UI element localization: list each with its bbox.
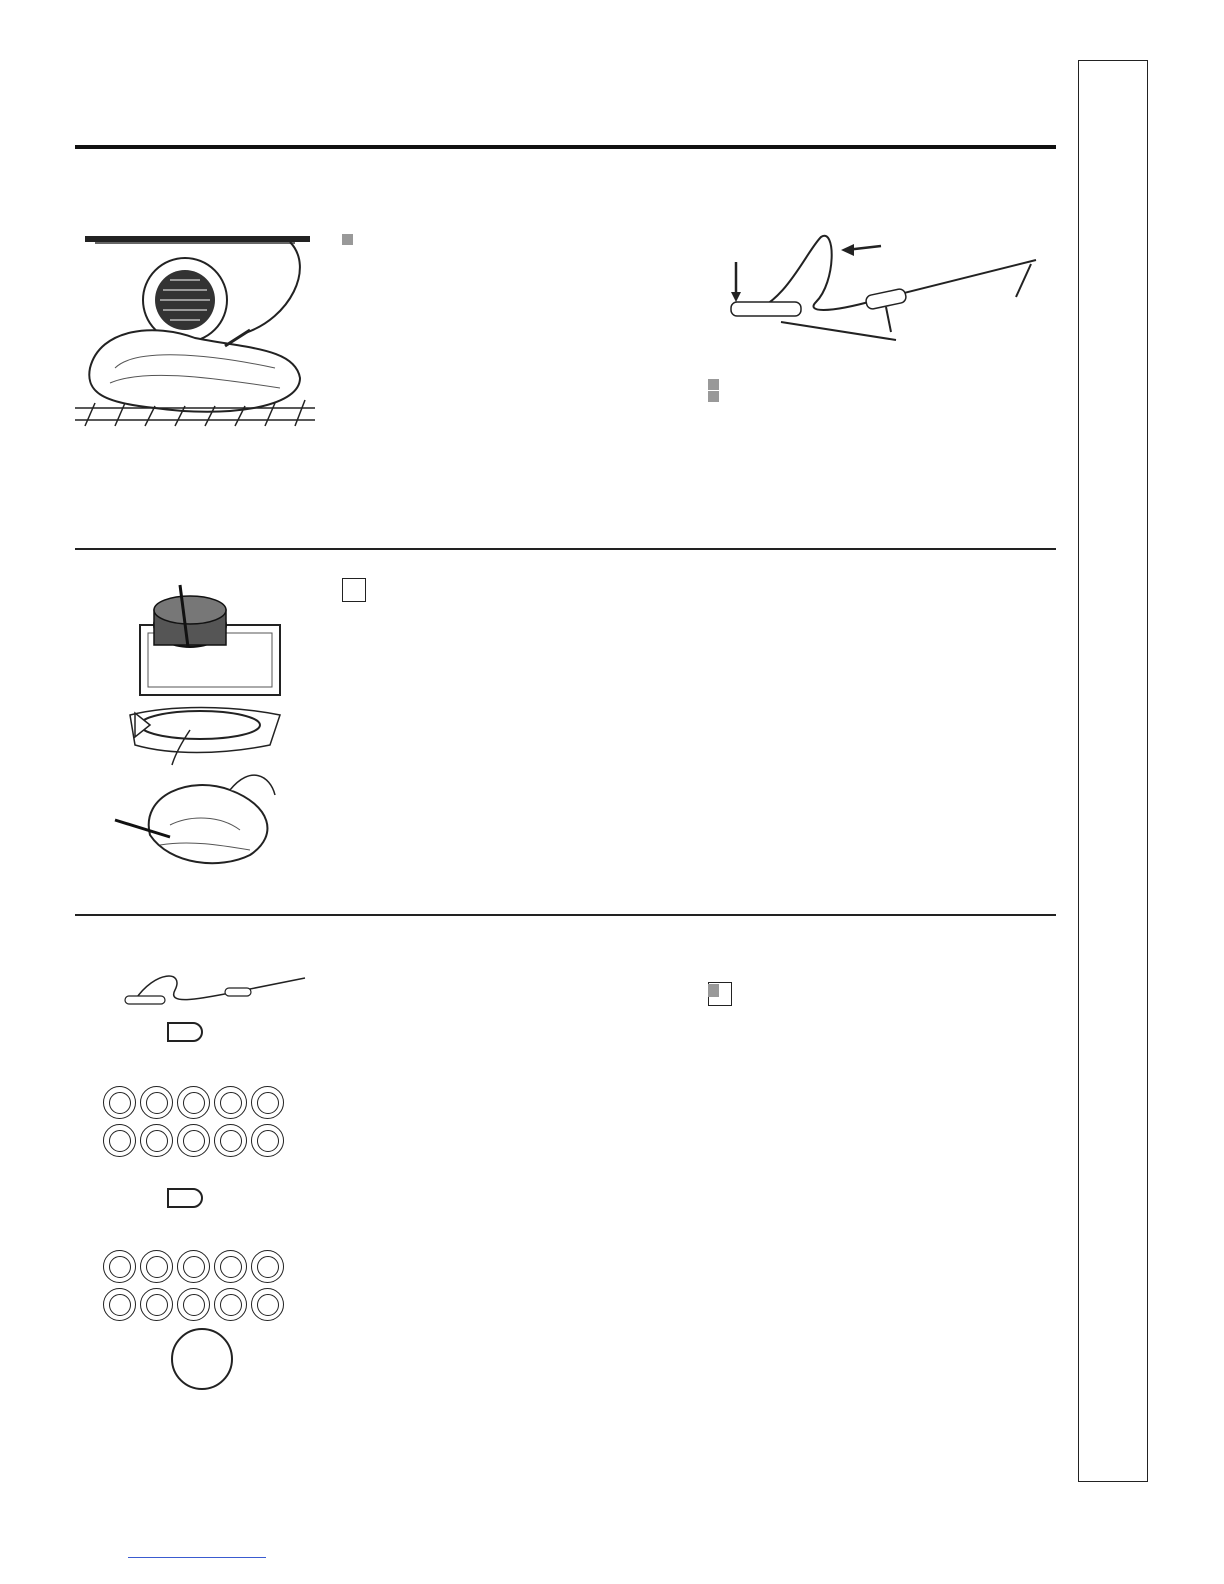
number-pad-3[interactable] (177, 1250, 210, 1283)
number-pad-5[interactable] (251, 1086, 284, 1119)
section-divider-2 (75, 914, 1056, 916)
keypad-group-1 (103, 1086, 284, 1157)
number-pad-2[interactable] (140, 1250, 173, 1283)
number-pad-1[interactable] (103, 1086, 136, 1119)
keypad-group-2 (103, 1250, 284, 1321)
number-pad-8[interactable] (177, 1288, 210, 1321)
number-pad-2[interactable] (140, 1086, 173, 1119)
number-pad-0[interactable] (251, 1288, 284, 1321)
section1-right-notes (708, 375, 1053, 387)
bullet-icon (708, 391, 719, 402)
probe-in-roast-illustration (75, 228, 315, 428)
title-rule (75, 145, 1056, 149)
food-placement-illustrations (80, 565, 320, 885)
number-pad-7[interactable] (140, 1288, 173, 1321)
bullet-icon (342, 234, 353, 245)
probe-sketch-icon (95, 960, 315, 1020)
probe-pad[interactable] (167, 1022, 203, 1042)
number-pad-9[interactable] (214, 1288, 247, 1321)
section1-middle-column (342, 218, 687, 230)
number-pad-8[interactable] (177, 1124, 210, 1157)
number-pad-6[interactable] (103, 1124, 136, 1157)
section3-right-column (708, 970, 1053, 982)
bullet-icon (708, 379, 719, 390)
number-pad-6[interactable] (103, 1288, 136, 1321)
number-pad-4[interactable] (214, 1250, 247, 1283)
footer-link-underline (128, 1557, 266, 1558)
number-pad-7[interactable] (140, 1124, 173, 1157)
number-pad-1[interactable] (103, 1250, 136, 1283)
section-tabs (1078, 60, 1148, 1482)
section2-middle-column (342, 566, 687, 576)
number-pad-5[interactable] (251, 1250, 284, 1283)
step-number (342, 578, 366, 602)
section2-right-column (708, 566, 1053, 576)
number-pad-4[interactable] (214, 1086, 247, 1119)
section-divider-1 (75, 548, 1056, 550)
number-pad-9[interactable] (214, 1124, 247, 1157)
probe-parts-diagram (706, 222, 1046, 362)
control-panel-illustration (95, 960, 315, 1390)
number-pad-3[interactable] (177, 1086, 210, 1119)
section3-middle-column (342, 970, 687, 986)
number-pad-0[interactable] (251, 1124, 284, 1157)
bake-pad[interactable] (167, 1188, 203, 1208)
bullet-icon (708, 986, 719, 997)
start-pad[interactable] (171, 1328, 233, 1390)
